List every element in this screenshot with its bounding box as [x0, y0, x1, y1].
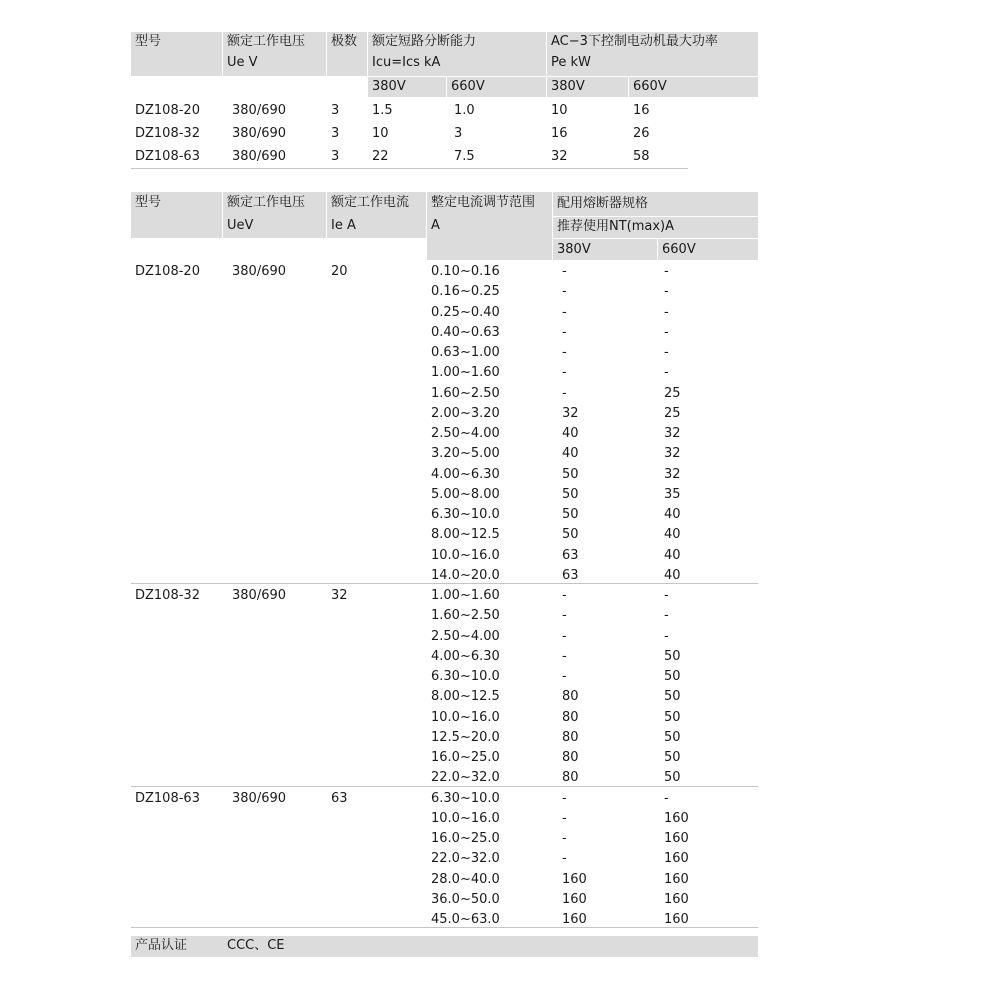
header-pe-660v: 660V [633, 79, 667, 94]
cell-poles: 3 [331, 149, 340, 164]
header-rated-current: 额定工作电流 [331, 195, 410, 210]
certification-label: 产品认证 [135, 938, 188, 953]
cell-fuse-660: 160 [664, 912, 689, 927]
cell-fuse-380: 80 [562, 729, 579, 745]
cell-fuse-380: - [562, 304, 567, 320]
table-bottom-rule [131, 168, 688, 169]
group-divider [131, 786, 758, 787]
group-divider [131, 583, 758, 584]
cell-range: 22.0~32.0 [431, 770, 500, 786]
cell-fuse-660: 35 [664, 486, 681, 502]
header-rated-current-unit: Ie A [331, 218, 356, 233]
cell-fuse-380: - [562, 588, 567, 603]
cell-range: 2.00~3.20 [431, 405, 500, 421]
cell-fuse-380: 40 [562, 426, 579, 441]
cell-fuse-660: 25 [664, 385, 681, 401]
header-setting-range: 整定电流调节范围 [431, 195, 536, 210]
cell-fuse-660: 160 [664, 891, 689, 907]
cell-icu-660: 7.5 [454, 149, 475, 164]
cell-fuse-660: 50 [664, 729, 681, 745]
cell-fuse-380: - [562, 284, 567, 300]
cell-fuse-380: 50 [562, 527, 579, 543]
header-poles: 极数 [331, 34, 358, 49]
cell-range: 1.60~2.50 [431, 608, 500, 624]
cell-fuse-380: - [562, 831, 567, 846]
cell-model: DZ108-20 [135, 264, 200, 279]
cell-range: 12.5~20.0 [431, 729, 500, 745]
cell-fuse-660: 160 [664, 831, 689, 846]
cell-fuse-660: 40 [664, 567, 681, 583]
cell-fuse-660: - [664, 608, 669, 624]
cell-fuse-380: 50 [562, 466, 579, 482]
cell-fuse-660: 160 [664, 810, 689, 826]
header-motor-power: AC−3下控制电动机最大功率 [551, 34, 718, 49]
header-pe-380v: 380V [551, 79, 585, 94]
cell-range: 45.0~63.0 [431, 912, 500, 927]
header-breaking-unit: Icu=Ics kA [372, 55, 441, 70]
cell-fuse-380: 40 [562, 446, 579, 462]
cell-voltage: 380/690 [232, 588, 287, 603]
cell-fuse-380: 160 [562, 891, 587, 907]
cell-current: 20 [331, 264, 348, 279]
cell-pe-380: 16 [551, 126, 568, 141]
cell-range: 4.00~6.30 [431, 648, 500, 664]
cell-fuse-660: - [664, 304, 669, 320]
header-motor-power-unit: Pe kW [551, 55, 591, 70]
cell-fuse-380: 50 [562, 507, 579, 522]
cell-range: 1.00~1.60 [431, 588, 500, 603]
cell-range: 3.20~5.00 [431, 446, 500, 462]
header-rated-voltage-unit: UeV [227, 218, 254, 233]
cell-range: 28.0~40.0 [431, 871, 500, 887]
cell-range: 4.00~6.30 [431, 466, 500, 482]
cell-voltage: 380/690 [232, 103, 287, 118]
cell-icu-380: 22 [372, 149, 389, 164]
cell-model: DZ108-32 [135, 588, 200, 603]
cell-icu-380: 10 [372, 126, 389, 141]
header-fuse-spec: 配用熔断器规格 [557, 196, 649, 211]
cell-fuse-660: 50 [664, 709, 681, 725]
cell-fuse-660: - [664, 264, 669, 279]
cell-fuse-380: 80 [562, 709, 579, 725]
cell-fuse-660: - [664, 284, 669, 300]
cell-range: 0.25~0.40 [431, 304, 500, 320]
cell-fuse-660: 32 [664, 446, 681, 462]
header-fuse-380v: 380V [557, 242, 591, 257]
cell-pe-660: 26 [633, 126, 650, 141]
cell-fuse-660: 160 [664, 871, 689, 887]
cell-fuse-380: - [562, 385, 567, 401]
cell-voltage: 380/690 [232, 264, 287, 279]
cell-range: 16.0~25.0 [431, 831, 500, 846]
header-icu-380v: 380V [372, 79, 406, 94]
cell-range: 0.40~0.63 [431, 324, 500, 340]
cell-model: DZ108-32 [135, 126, 200, 141]
cell-fuse-380: 63 [562, 567, 579, 583]
cell-range: 5.00~8.00 [431, 486, 500, 502]
cell-pe-660: 16 [633, 103, 650, 118]
certification-value: CCC、CE [227, 938, 285, 953]
cell-fuse-660: - [664, 588, 669, 603]
cell-current: 63 [331, 790, 348, 806]
cell-icu-660: 3 [454, 126, 463, 141]
cell-fuse-660: 50 [664, 770, 681, 786]
cell-fuse-380: - [562, 264, 567, 279]
cell-voltage: 380/690 [232, 790, 287, 806]
cell-fuse-660: 50 [664, 750, 681, 765]
cell-poles: 3 [331, 126, 340, 141]
cell-range: 10.0~16.0 [431, 709, 500, 725]
cell-fuse-660: - [664, 324, 669, 340]
header-band [426, 238, 758, 260]
cell-fuse-380: - [562, 669, 567, 684]
cell-fuse-380: - [562, 790, 567, 806]
cell-range: 14.0~20.0 [431, 567, 500, 583]
cell-fuse-660: 50 [664, 689, 681, 705]
cell-fuse-380: - [562, 628, 567, 644]
cell-fuse-380: - [562, 365, 567, 381]
cell-range: 8.00~12.5 [431, 689, 500, 705]
cell-fuse-380: - [562, 345, 567, 360]
cell-range: 36.0~50.0 [431, 891, 500, 907]
cell-range: 16.0~25.0 [431, 750, 500, 765]
cell-fuse-660: 25 [664, 405, 681, 421]
cell-fuse-380: 63 [562, 547, 579, 563]
group-divider [131, 927, 758, 928]
cell-range: 2.50~4.00 [431, 628, 500, 644]
cell-range: 1.00~1.60 [431, 365, 500, 381]
cell-range: 10.0~16.0 [431, 810, 500, 826]
header-model: 型号 [135, 34, 162, 49]
cell-fuse-660: - [664, 790, 669, 806]
cell-fuse-380: - [562, 810, 567, 826]
cell-icu-380: 1.5 [372, 103, 393, 118]
cell-fuse-660: 32 [664, 426, 681, 441]
cell-fuse-380: 160 [562, 912, 587, 927]
cell-range: 6.30~10.0 [431, 507, 500, 522]
cell-fuse-660: 40 [664, 547, 681, 563]
header-fuse-660v: 660V [662, 242, 696, 257]
cell-fuse-380: - [562, 608, 567, 624]
cell-fuse-380: - [562, 324, 567, 340]
cell-range: 0.10~0.16 [431, 264, 500, 279]
cell-model: DZ108-63 [135, 149, 200, 164]
header-breaking-capacity: 额定短路分断能力 [372, 34, 477, 49]
cell-fuse-660: 50 [664, 669, 681, 684]
cell-current: 32 [331, 588, 348, 603]
header-rated-voltage: 额定工作电压 [227, 34, 306, 49]
header-rated-voltage-unit: Ue V [227, 55, 258, 70]
cell-pe-380: 32 [551, 149, 568, 164]
cell-range: 8.00~12.5 [431, 527, 500, 543]
cell-fuse-380: 80 [562, 689, 579, 705]
cell-fuse-660: 40 [664, 507, 681, 522]
cell-range: 0.16~0.25 [431, 284, 500, 300]
cell-range: 0.63~1.00 [431, 345, 500, 360]
cell-range: 22.0~32.0 [431, 851, 500, 867]
cell-fuse-660: - [664, 628, 669, 644]
cell-voltage: 380/690 [232, 126, 287, 141]
cell-fuse-380: 50 [562, 486, 579, 502]
cell-pe-660: 58 [633, 149, 650, 164]
header-model: 型号 [135, 195, 162, 210]
cell-model: DZ108-63 [135, 790, 200, 806]
cell-fuse-380: 32 [562, 405, 579, 421]
cell-fuse-660: 32 [664, 466, 681, 482]
cell-fuse-380: 160 [562, 871, 587, 887]
header-fuse-recommended: 推荐使用NT(max)A [557, 219, 675, 234]
header-rated-voltage: 额定工作电压 [227, 195, 306, 210]
cell-model: DZ108-20 [135, 103, 200, 118]
cell-poles: 3 [331, 103, 340, 118]
cell-range: 10.0~16.0 [431, 547, 500, 563]
cell-fuse-380: 80 [562, 770, 579, 786]
cell-fuse-660: - [664, 365, 669, 381]
header-icu-660v: 660V [451, 79, 485, 94]
cell-fuse-660: 50 [664, 648, 681, 664]
cell-fuse-380: 80 [562, 750, 579, 765]
cell-fuse-380: - [562, 851, 567, 867]
cell-pe-380: 10 [551, 103, 568, 118]
header-setting-range-unit: A [431, 218, 440, 233]
cell-range: 6.30~10.0 [431, 790, 500, 806]
cell-fuse-660: 160 [664, 851, 689, 867]
cell-range: 2.50~4.00 [431, 426, 500, 441]
cell-voltage: 380/690 [232, 149, 287, 164]
cell-range: 6.30~10.0 [431, 669, 500, 684]
cell-fuse-380: - [562, 648, 567, 664]
cell-fuse-660: - [664, 345, 669, 360]
cell-fuse-660: 40 [664, 527, 681, 543]
cell-range: 1.60~2.50 [431, 385, 500, 401]
cell-icu-660: 1.0 [454, 103, 475, 118]
